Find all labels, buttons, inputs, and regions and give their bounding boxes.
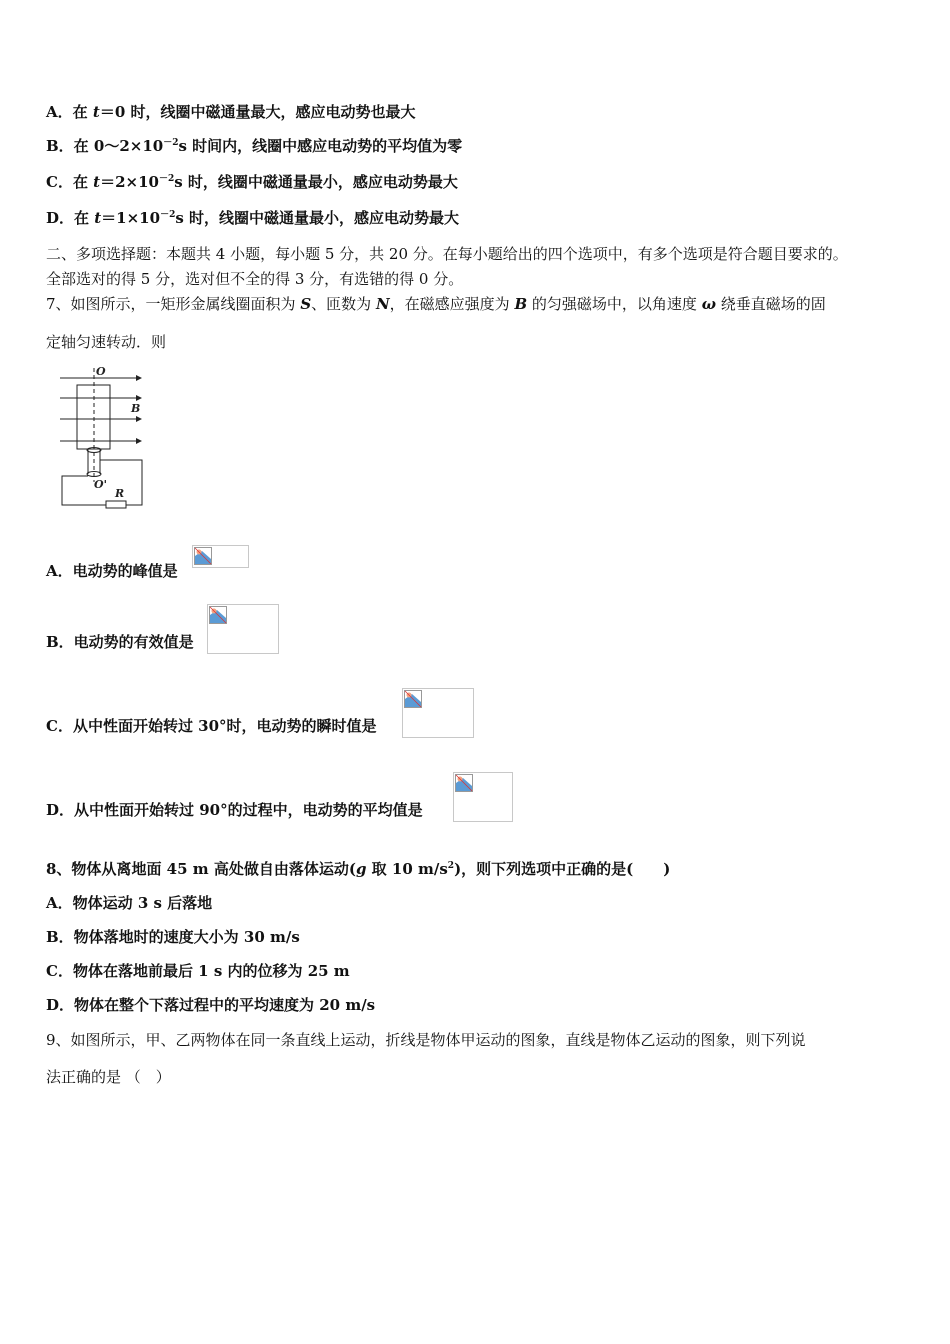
q7-option-c: C．从中性面开始转过 30°时，电动势的瞬时值是 [46, 717, 377, 735]
q8-option-d: D．物体在整个下落过程中的平均速度为 20 m/s [46, 996, 376, 1014]
q7-coil-figure [54, 364, 154, 514]
broken-image-icon [209, 606, 227, 624]
q7-a-image [192, 545, 249, 568]
label-b: B [131, 402, 141, 415]
broken-image-icon [455, 774, 473, 792]
q6-option-c: C．在 $t=2\times 10^{-2}s$ 时，线圈中磁通量最小，感应电动势最大 [46, 173, 458, 191]
broken-image-icon [404, 690, 422, 708]
q6-option-d: D．在 $t=1\times 10^{-2}s$ 时，线圈中磁通量最小，感应电动势最大 [46, 209, 459, 227]
q7-stem-line1: 7、如图所示，一矩形金属线圈面积为 S、匝数为 N，在磁感应强度为 B 的匀强磁场中，以角速度 ω 绕垂直磁场的固 [46, 295, 826, 313]
q8-option-b: B．物体落地时的速度大小为 30 m/s [46, 928, 300, 946]
q8-stem: 8、物体从离地面 45 m 高处做自由落体运动(g 取 10 $m/s^2$)，则下列选项中正确的是( ) [46, 860, 671, 878]
q7-b-image [207, 604, 279, 654]
q8-option-c: C．物体在落地前最后 1 s 内的位移为 25 m [46, 962, 350, 980]
q6-option-a: A．在 t＝0 时，线圈中磁通量最大，感应电动势也最大 [46, 103, 416, 121]
label-r: R [115, 487, 125, 500]
label-o: O [96, 365, 106, 378]
broken-image-icon [194, 547, 212, 565]
q7-option-a: A．电动势的峰值是 [46, 562, 178, 580]
q9-stem-line2: 法正确的是 （ ） [46, 1068, 171, 1086]
q7-d-image [453, 772, 513, 822]
q9-stem-line1: 9、如图所示，甲、乙两物体在同一条直线上运动，折线是物体甲运动的图象，直线是物体乙运动的图象，则下列说 [46, 1031, 806, 1049]
q7-option-d: D．从中性面开始转过 90°的过程中，电动势的平均值是 [46, 801, 423, 819]
q6-option-b: B．在 $0\sim 2\times 10^{-2}s$ 时间内，线圈中感应电动势的平均值为零 [46, 137, 463, 155]
section2-note: 全部选对的得 5 分，选对但不全的得 3 分，有选错的得 0 分。 [46, 270, 464, 288]
q7-option-b: B．电动势的有效值是 [46, 633, 194, 651]
q7-stem-line2: 定轴匀速转动．则 [46, 333, 167, 351]
q7-c-image [402, 688, 474, 738]
label-o-prime: O' [94, 478, 107, 491]
q8-option-a: A．物体运动 3 s 后落地 [46, 894, 213, 912]
section2-heading: 二、多项选择题：本题共 4 小题，每小题 5 分，共 20 分。在每小题给出的四个选项中，有多个选项是符合题目要求的。 [46, 245, 848, 263]
